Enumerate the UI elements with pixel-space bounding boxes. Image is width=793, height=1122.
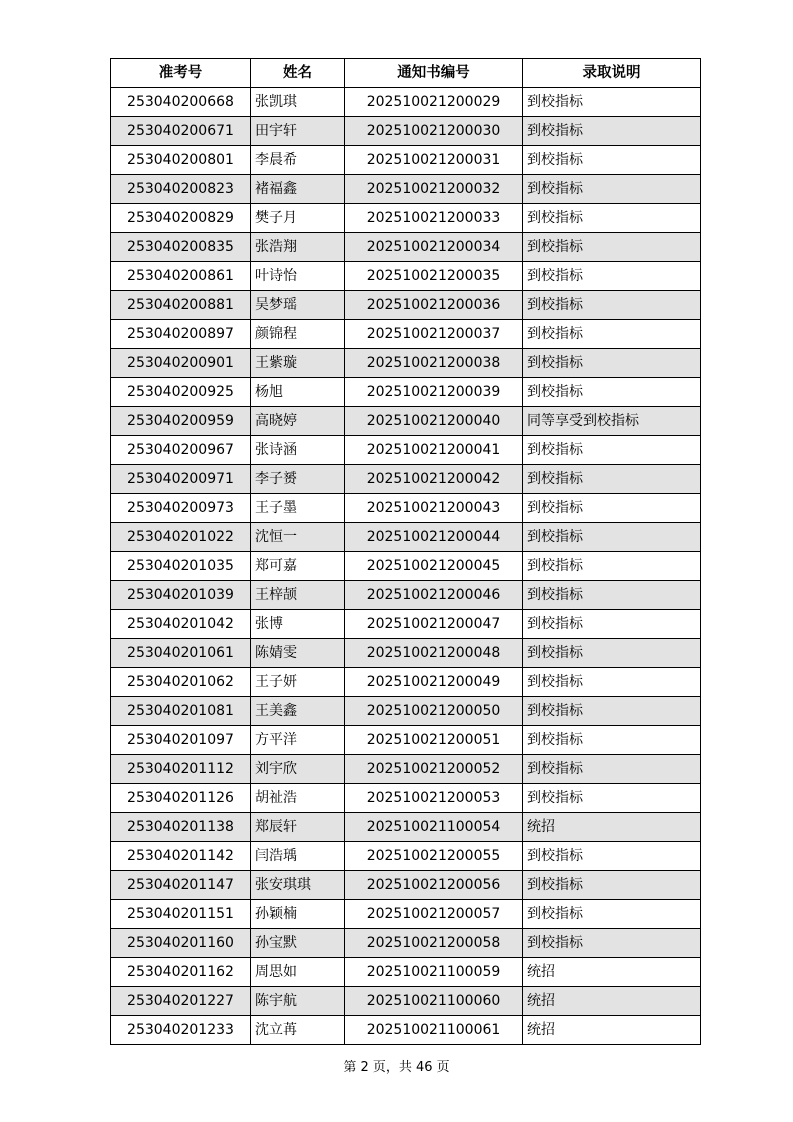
student-name-cell: 郑可嘉 [251, 552, 345, 581]
student-name-cell: 张安琪琪 [251, 871, 345, 900]
admission-note-cell: 到校指标 [523, 871, 701, 900]
student-name-cell: 叶诗怡 [251, 262, 345, 291]
table-row [111, 842, 701, 871]
table-row [111, 88, 701, 117]
admission-note-cell: 到校指标 [523, 494, 701, 523]
notice-number-cell: 202510021200052 [345, 755, 523, 784]
exam-number-cell: 253040201138 [111, 813, 251, 842]
admission-note-cell: 到校指标 [523, 929, 701, 958]
admission-note-cell: 到校指标 [523, 842, 701, 871]
admission-note-cell: 到校指标 [523, 320, 701, 349]
table-row [111, 494, 701, 523]
student-name-cell: 李晨希 [251, 146, 345, 175]
table-row [111, 929, 701, 958]
notice-number-cell: 202510021200040 [345, 407, 523, 436]
admission-note-cell: 到校指标 [523, 784, 701, 813]
exam-number-cell: 253040201162 [111, 958, 251, 987]
table-row [111, 349, 701, 378]
notice-number-cell: 202510021200043 [345, 494, 523, 523]
admission-note-cell: 到校指标 [523, 610, 701, 639]
student-name-cell: 孙宝默 [251, 929, 345, 958]
student-name-cell: 郑辰轩 [251, 813, 345, 842]
exam-number-cell: 253040200959 [111, 407, 251, 436]
exam-number-cell: 253040200801 [111, 146, 251, 175]
admission-note-cell: 到校指标 [523, 523, 701, 552]
admission-note-cell: 到校指标 [523, 668, 701, 697]
exam-number-cell: 253040201081 [111, 697, 251, 726]
table-row [111, 320, 701, 349]
notice-number-cell: 202510021200056 [345, 871, 523, 900]
student-name-cell: 颜锦程 [251, 320, 345, 349]
table-row [111, 813, 701, 842]
table-row [111, 958, 701, 987]
admission-note-cell: 到校指标 [523, 581, 701, 610]
student-name-cell: 杨旭 [251, 378, 345, 407]
notice-number-cell: 202510021200055 [345, 842, 523, 871]
table-row [111, 552, 701, 581]
student-name-cell: 周思如 [251, 958, 345, 987]
admission-note-cell: 到校指标 [523, 900, 701, 929]
exam-number-cell: 253040201233 [111, 1016, 251, 1045]
student-name-cell: 沈恒一 [251, 523, 345, 552]
exam-number-cell: 253040200823 [111, 175, 251, 204]
student-name-cell: 张凯琪 [251, 88, 345, 117]
exam-number-cell: 253040200829 [111, 204, 251, 233]
admission-note-cell: 到校指标 [523, 552, 701, 581]
notice-number-cell: 202510021100061 [345, 1016, 523, 1045]
exam-number-cell: 253040200971 [111, 465, 251, 494]
exam-number-cell: 253040200668 [111, 88, 251, 117]
admission-note-cell: 到校指标 [523, 349, 701, 378]
notice-number-cell: 202510021200042 [345, 465, 523, 494]
admission-note-cell: 到校指标 [523, 639, 701, 668]
table-row [111, 204, 701, 233]
exam-number-cell: 253040200861 [111, 262, 251, 291]
exam-number-cell: 253040200925 [111, 378, 251, 407]
exam-number-cell: 253040201227 [111, 987, 251, 1016]
notice-number-cell: 202510021200032 [345, 175, 523, 204]
notice-number-cell: 202510021200038 [345, 349, 523, 378]
admission-note-cell: 统招 [523, 1016, 701, 1045]
admission-note-cell: 到校指标 [523, 146, 701, 175]
admission-note-cell: 到校指标 [523, 175, 701, 204]
exam-number-cell: 253040200901 [111, 349, 251, 378]
exam-number-cell: 253040201151 [111, 900, 251, 929]
admission-table [110, 58, 701, 1045]
exam-number-cell: 253040201035 [111, 552, 251, 581]
student-name-cell: 闫浩瑀 [251, 842, 345, 871]
notice-number-cell: 202510021200053 [345, 784, 523, 813]
notice-number-cell: 202510021200044 [345, 523, 523, 552]
table-row [111, 987, 701, 1016]
table-row [111, 117, 701, 146]
student-name-cell: 孙颖楠 [251, 900, 345, 929]
notice-number-cell: 202510021200033 [345, 204, 523, 233]
table-row [111, 668, 701, 697]
notice-number-cell: 202510021200039 [345, 378, 523, 407]
table-row [111, 233, 701, 262]
student-name-cell: 张诗涵 [251, 436, 345, 465]
student-name-cell: 褚福鑫 [251, 175, 345, 204]
admission-note-cell: 到校指标 [523, 291, 701, 320]
admission-note-cell: 到校指标 [523, 378, 701, 407]
exam-number-cell: 253040201112 [111, 755, 251, 784]
student-name-cell: 陈婧雯 [251, 639, 345, 668]
header-admission-note: 录取说明 [523, 59, 701, 88]
notice-number-cell: 202510021200041 [345, 436, 523, 465]
header-name: 姓名 [251, 59, 345, 88]
exam-number-cell: 253040200967 [111, 436, 251, 465]
table-row [111, 436, 701, 465]
notice-number-cell: 202510021100059 [345, 958, 523, 987]
admission-note-cell: 到校指标 [523, 233, 701, 262]
exam-number-cell: 253040201126 [111, 784, 251, 813]
student-name-cell: 胡祉浩 [251, 784, 345, 813]
exam-number-cell: 253040201062 [111, 668, 251, 697]
table-row [111, 175, 701, 204]
admission-note-cell: 到校指标 [523, 204, 701, 233]
exam-number-cell: 253040201022 [111, 523, 251, 552]
header-notice-number: 通知书编号 [345, 59, 523, 88]
table-row [111, 639, 701, 668]
admission-note-cell: 到校指标 [523, 262, 701, 291]
notice-number-cell: 202510021200049 [345, 668, 523, 697]
notice-number-cell: 202510021200057 [345, 900, 523, 929]
admission-note-cell: 统招 [523, 813, 701, 842]
student-name-cell: 刘宇欣 [251, 755, 345, 784]
table-row [111, 726, 701, 755]
notice-number-cell: 202510021100060 [345, 987, 523, 1016]
exam-number-cell: 253040200973 [111, 494, 251, 523]
admission-note-cell: 到校指标 [523, 697, 701, 726]
admission-note-cell: 到校指标 [523, 755, 701, 784]
exam-number-cell: 253040201042 [111, 610, 251, 639]
exam-number-cell: 253040201061 [111, 639, 251, 668]
table-row [111, 1016, 701, 1045]
student-name-cell: 高晓婷 [251, 407, 345, 436]
admission-note-cell: 同等享受到校指标 [523, 407, 701, 436]
table-body [111, 88, 701, 1045]
student-name-cell: 方平洋 [251, 726, 345, 755]
student-name-cell: 李子赟 [251, 465, 345, 494]
student-name-cell: 王梓颉 [251, 581, 345, 610]
admission-note-cell: 到校指标 [523, 436, 701, 465]
notice-number-cell: 202510021200050 [345, 697, 523, 726]
admission-note-cell: 统招 [523, 958, 701, 987]
table-row [111, 610, 701, 639]
student-name-cell: 王子妍 [251, 668, 345, 697]
notice-number-cell: 202510021200031 [345, 146, 523, 175]
admission-note-cell: 统招 [523, 987, 701, 1016]
student-name-cell: 陈宇航 [251, 987, 345, 1016]
exam-number-cell: 253040200897 [111, 320, 251, 349]
exam-number-cell: 253040201147 [111, 871, 251, 900]
table-row [111, 465, 701, 494]
table-row [111, 262, 701, 291]
exam-number-cell: 253040201097 [111, 726, 251, 755]
exam-number-cell: 253040200881 [111, 291, 251, 320]
exam-number-cell: 253040201142 [111, 842, 251, 871]
page-footer: 第 2 页，共 46 页 [343, 1060, 450, 1075]
notice-number-cell: 202510021100054 [345, 813, 523, 842]
notice-number-cell: 202510021200034 [345, 233, 523, 262]
notice-number-cell: 202510021200036 [345, 291, 523, 320]
table-row [111, 291, 701, 320]
table-row [111, 755, 701, 784]
student-name-cell: 沈立苒 [251, 1016, 345, 1045]
notice-number-cell: 202510021200048 [345, 639, 523, 668]
table-row [111, 581, 701, 610]
student-name-cell: 田宇轩 [251, 117, 345, 146]
notice-number-cell: 202510021200029 [345, 88, 523, 117]
table-row [111, 900, 701, 929]
admission-note-cell: 到校指标 [523, 117, 701, 146]
student-name-cell: 王美鑫 [251, 697, 345, 726]
student-name-cell: 王紫璇 [251, 349, 345, 378]
table-row [111, 784, 701, 813]
admission-note-cell: 到校指标 [523, 88, 701, 117]
student-name-cell: 张浩翔 [251, 233, 345, 262]
notice-number-cell: 202510021200047 [345, 610, 523, 639]
student-name-cell: 樊子月 [251, 204, 345, 233]
notice-number-cell: 202510021200030 [345, 117, 523, 146]
table-row [111, 146, 701, 175]
header-exam-number: 准考号 [111, 59, 251, 88]
student-name-cell: 吴梦瑶 [251, 291, 345, 320]
exam-number-cell: 253040200671 [111, 117, 251, 146]
notice-number-cell: 202510021200046 [345, 581, 523, 610]
exam-number-cell: 253040201160 [111, 929, 251, 958]
table-row [111, 871, 701, 900]
table-header-row [111, 59, 701, 88]
admission-note-cell: 到校指标 [523, 726, 701, 755]
table-row [111, 523, 701, 552]
notice-number-cell: 202510021200051 [345, 726, 523, 755]
notice-number-cell: 202510021200035 [345, 262, 523, 291]
student-name-cell: 张博 [251, 610, 345, 639]
notice-number-cell: 202510021200045 [345, 552, 523, 581]
student-name-cell: 王子墨 [251, 494, 345, 523]
admission-note-cell: 到校指标 [523, 465, 701, 494]
table-row [111, 378, 701, 407]
table-row [111, 407, 701, 436]
exam-number-cell: 253040200835 [111, 233, 251, 262]
notice-number-cell: 202510021200037 [345, 320, 523, 349]
exam-number-cell: 253040201039 [111, 581, 251, 610]
notice-number-cell: 202510021200058 [345, 929, 523, 958]
table-row [111, 697, 701, 726]
